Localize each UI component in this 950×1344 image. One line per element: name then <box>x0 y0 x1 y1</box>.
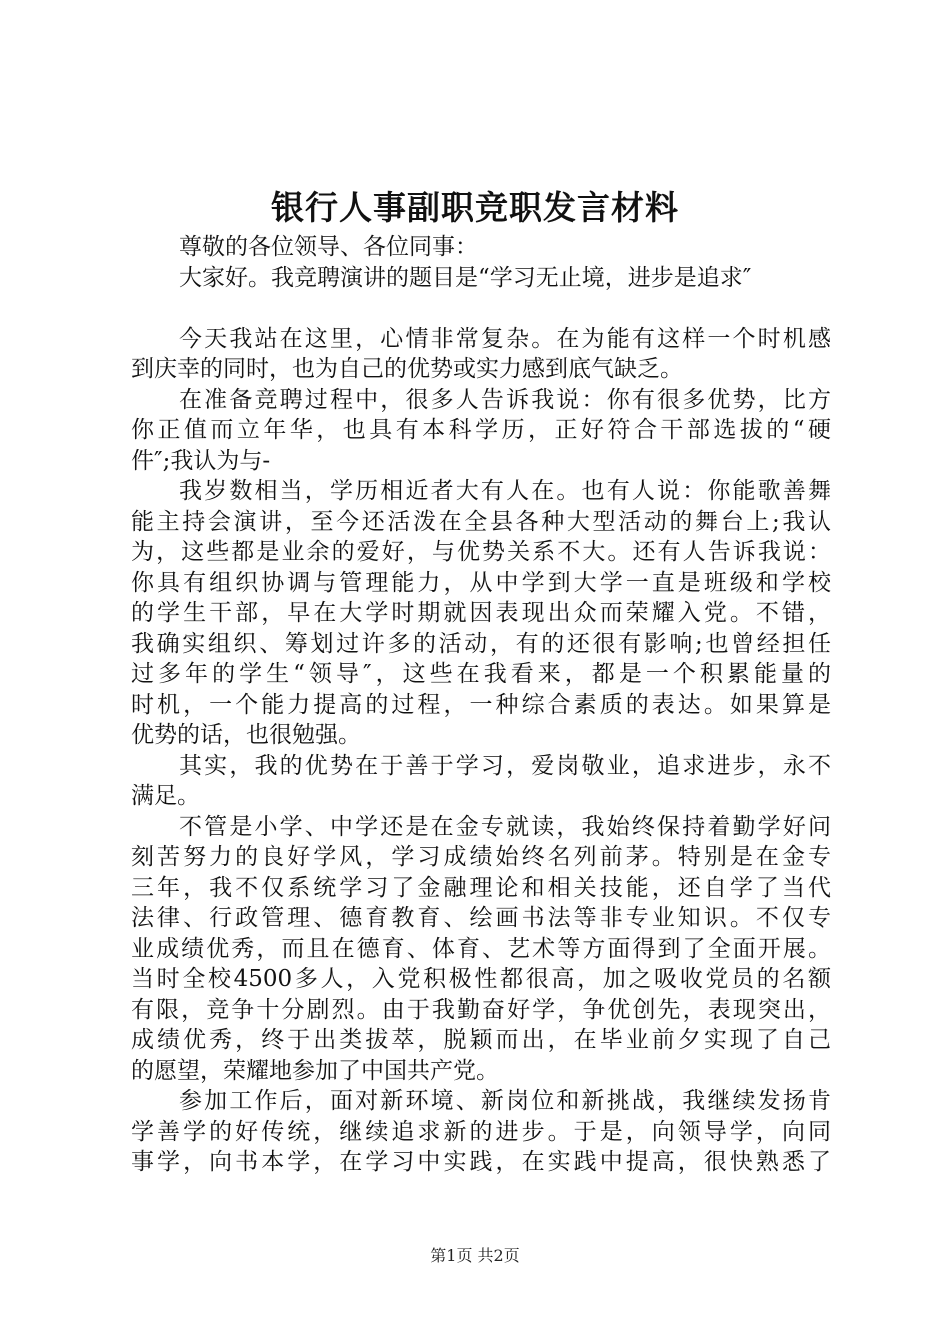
body-line: 参加工作后，面对新环境、新岗位和新挑战，我继续发扬肯 <box>179 1088 831 1114</box>
body-line: 的愿望，荣耀地参加了中国共产党。 <box>131 1057 499 1084</box>
body-line: 我岁数相当，学历相近者大有人在。也有人说：你能歌善舞 <box>179 478 831 504</box>
body-line: 时机，一个能力提高的过程，一种综合素质的表达。如果算是 <box>131 691 831 718</box>
body-line: 到庆幸的同时，也为自己的优势或实力感到底气缺乏。 <box>131 356 683 382</box>
body-line: 优势的话，也很勉强。 <box>131 722 361 748</box>
body-line: 你具有组织协调与管理能力，从中学到大学一直是班级和学校 <box>131 569 831 596</box>
body-line: 件″;我认为与- <box>131 447 271 474</box>
body-line: 成绩优秀，终于出类拔萃，脱颖而出，在毕业前夕实现了自己 <box>131 1027 831 1053</box>
document-title: 银行人事副职竞职发言材料 <box>271 188 679 227</box>
body-line: 刻苦努力的良好学风，学习成绩始终名列前茅。特别是在金专 <box>131 844 831 870</box>
body-line: 的学生干部，早在大学时期就因表现出众而荣耀入党。不错， <box>131 600 831 626</box>
body-line: 为，这些都是业余的爱好，与优势关系不大。还有人告诉我说： <box>131 539 831 565</box>
body-line: 在准备竞聘过程中，很多人告诉我说：你有很多优势，比方 <box>179 386 831 413</box>
body-line: 我确实组织、筹划过许多的活动，有的还很有影响;也曾经担任 <box>131 630 831 657</box>
body-line: 尊敬的各位领导、各位同事： <box>179 234 478 260</box>
body-line: 事学，向书本学，在学习中实践，在实践中提高，很快熟悉了 <box>131 1149 831 1175</box>
body-line: 三年，我不仅系统学习了金融理论和相关技能，还自学了当代 <box>131 874 831 901</box>
page-footer: 第1页 共2页 <box>430 1246 520 1265</box>
body-line: 业成绩优秀，而且在德育、体育、艺术等方面得到了全面开展。 <box>131 935 831 962</box>
body-line: 大家好。我竞聘演讲的题目是“学习无止境，进步是追求″ <box>179 264 752 291</box>
body-line: 学善学的好传统，继续追求新的进步。于是，向领导学，向同 <box>131 1118 831 1145</box>
body-line: 有限，竞争十分剧烈。由于我勤奋好学，争优创先，表现突出， <box>131 996 831 1023</box>
document-body <box>131 232 831 1178</box>
body-line: 其实，我的优势在于善于学习，爱岗敬业，追求进步，永不 <box>179 752 831 779</box>
body-line: 满足。 <box>131 783 200 809</box>
body-line: 过多年的学生“领导″，这些在我看来，都是一个积累能量的 <box>131 661 831 687</box>
body-line: 当时全校4500多人，入党积极性都很高，加之吸收党员的名额 <box>131 966 831 992</box>
body-line: 法律、行政管理、德育教育、绘画书法等非专业知识。不仅专 <box>131 905 831 931</box>
blank-line <box>131 293 831 324</box>
body-line: 不管是小学、中学还是在金专就读，我始终保持着勤学好问 <box>179 813 831 840</box>
body-line: 能主持会演讲，至今还活泼在全县各种大型活动的舞台上;我认 <box>131 508 831 535</box>
body-line: 今天我站在这里，心情非常复杂。在为能有这样一个时机感 <box>179 325 831 352</box>
body-line: 你正值而立年华，也具有本科学历，正好符合干部选拔的“硬 <box>131 417 831 443</box>
